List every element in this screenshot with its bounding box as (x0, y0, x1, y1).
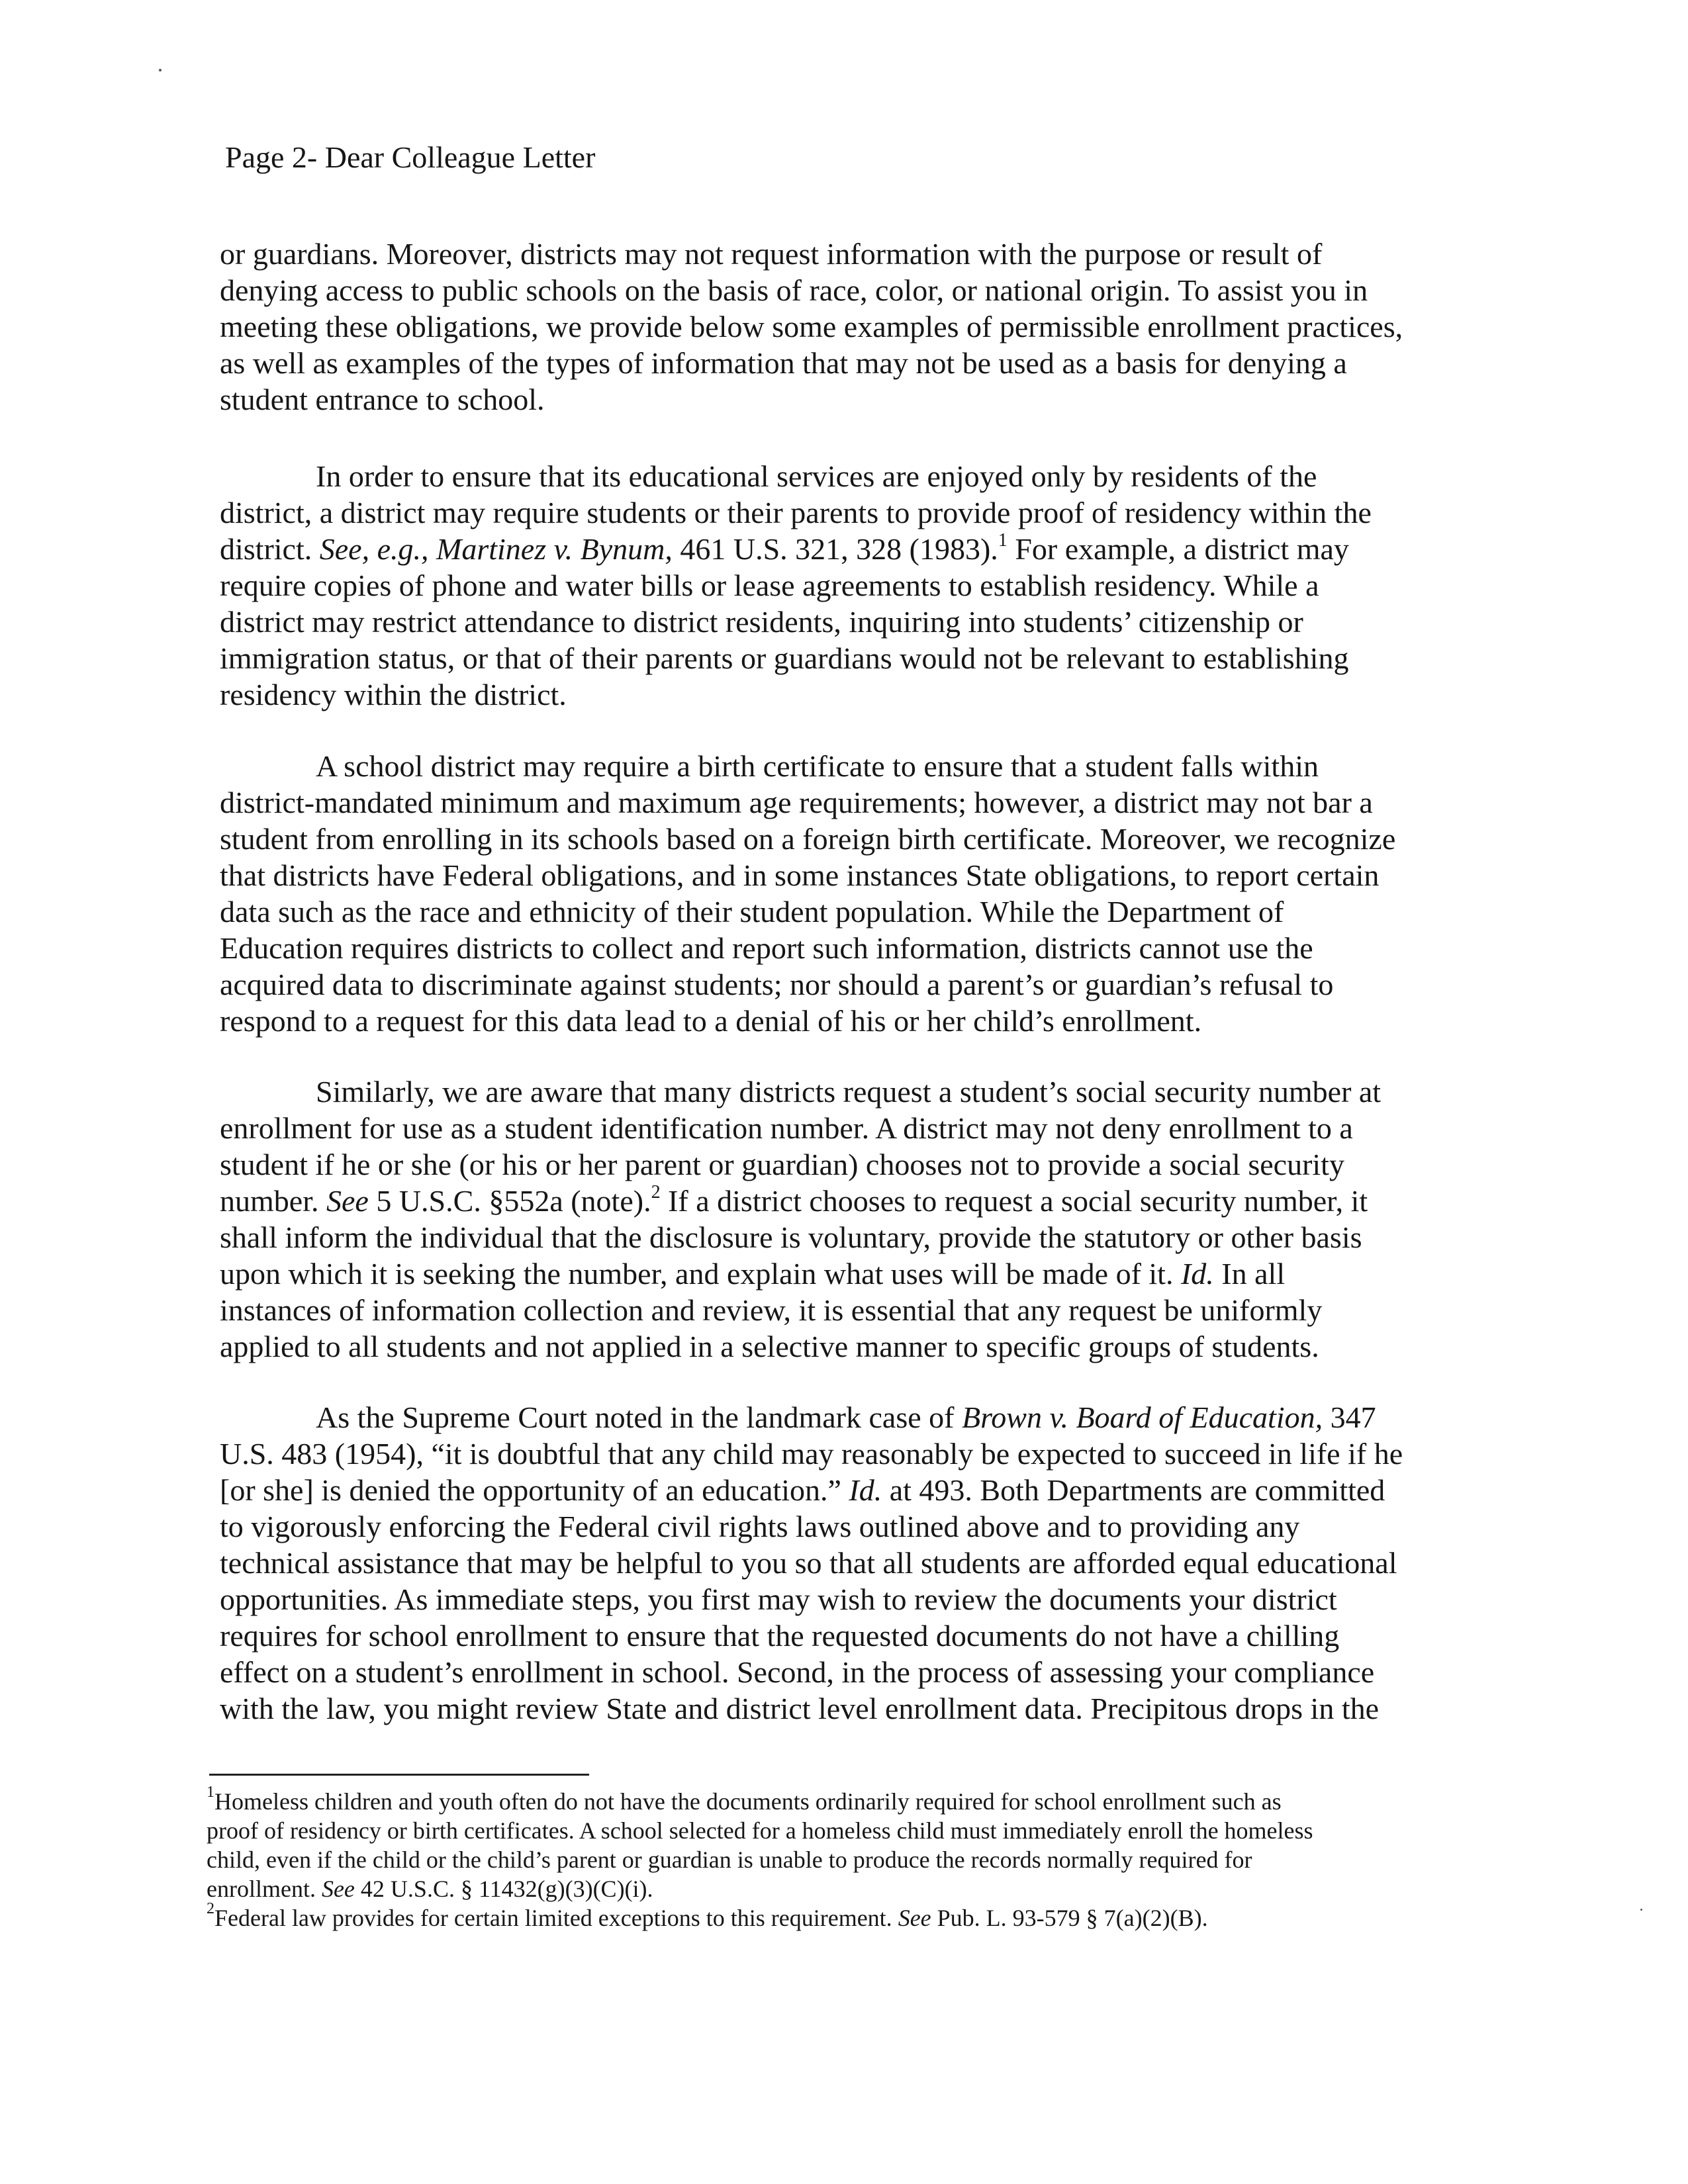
text-run: district. (220, 532, 320, 566)
signal-see: See (321, 1876, 355, 1902)
text-run: As the Supreme Court noted in the landmark case of (316, 1400, 962, 1434)
text-line: meeting these obligations, we provide below some examples of permissible enrollment practices, (220, 310, 1403, 343)
text-run: [or she] is denied the opportunity of an education.” (220, 1473, 849, 1507)
text-line: student entrance to school. (220, 383, 545, 416)
text-line: U.S. 483 (1954), “it is doubtful that any child may reasonably be expected to succeed in life if he (220, 1437, 1403, 1471)
text-line (220, 1472, 1477, 1508)
text-line: shall inform the individual that the disclosure is voluntary, provide the statutory or other basis (220, 1220, 1362, 1254)
text-line: require copies of phone and water bills or lease agreements to establish residency. While a (220, 569, 1319, 602)
text-run: Homeless children and youth often do not have the documents ordinarily required for school enrollment such as (214, 1788, 1282, 1815)
signal-see: See (898, 1905, 931, 1931)
text-line: as well as examples of the types of information that may not be used as a basis for denying a (220, 346, 1347, 380)
text-line: Similarly, we are aware that many districts request a student’s social security number at (316, 1075, 1382, 1109)
text-run: at 493. Both Departments are committed (882, 1473, 1385, 1507)
text-line: respond to a request for this data lead to a denial of his or her child’s enrollment. (220, 1004, 1202, 1038)
text-line: student if he or she (or his or her parent or guardian) chooses not to provide a social security (220, 1148, 1344, 1181)
text-line: child, even if the child or the child’s parent or guardian is unable to produce the records normally required for (207, 1846, 1252, 1873)
footnote-marker: 2 (207, 1900, 214, 1917)
text-run: 347 (1323, 1400, 1376, 1434)
text-line: district, a district may require students or their parents to provide proof of residency within the (220, 496, 1372, 529)
text-run: In all (1213, 1257, 1286, 1291)
text-line (207, 1900, 1497, 1933)
text-line: data such as the race and ethnicity of their student population. While the Department of (220, 895, 1284, 929)
text-line: residency within the district. (220, 678, 567, 711)
text-run: enrollment. (207, 1876, 322, 1902)
text-run: 461 U.S. 321, 328 (1983). (672, 532, 998, 566)
text-line: with the law, you might review State and district level enrollment data. Precipitous drops in the (220, 1692, 1380, 1725)
text-line: A school district may require a birth certificate to ensure that a student falls within (316, 749, 1319, 783)
footnote-divider (209, 1774, 589, 1776)
text-line: Education requires districts to collect and report such information, districts cannot use the (220, 931, 1313, 965)
text-line: district may restrict attendance to district residents, inquiring into students’ citizenship or (220, 605, 1303, 639)
text-run: Pub. L. 93-579 § 7(a)(2)(B). (931, 1905, 1208, 1931)
footnote-marker: 1 (207, 1784, 214, 1801)
paragraph-3 (220, 748, 1477, 1039)
text-line: requires for school enrollment to ensure that the requested documents do not have a chilling (220, 1619, 1340, 1653)
text-line: enrollment for use as a student identification number. A district may not deny enrollment to a (220, 1111, 1353, 1145)
text-line: denying access to public schools on the basis of race, color, or national origin. To assist you in (220, 273, 1368, 307)
footnote-2 (207, 1900, 1497, 1933)
text-line (220, 531, 1477, 567)
text-line (207, 1784, 1497, 1816)
text-run: upon which it is seeking the number, and explain what uses will be made of it. (220, 1257, 1181, 1291)
signal-id: Id. (1180, 1257, 1214, 1291)
text-line: student from enrolling in its schools based on a foreign birth certificate. Moreover, we recognize (220, 822, 1396, 856)
case-citation: See, e.g., Martinez v. Bynum, (319, 532, 673, 566)
text-line: In order to ensure that its educational services are enjoyed only by residents of the (316, 459, 1317, 493)
scan-speck (159, 69, 162, 71)
text-line: that districts have Federal obligations, and in some instances State obligations, to report certain (220, 858, 1380, 892)
text-run: Federal law provides for certain limited exceptions to this requirement. (214, 1905, 898, 1931)
text-line: applied to all students and not applied in a selective manner to specific groups of students. (220, 1330, 1319, 1363)
text-run: 5 U.S.C. §552a (note). (368, 1184, 651, 1218)
text-line: to vigorously enforcing the Federal civil rights laws outlined above and to providing any (220, 1510, 1300, 1543)
text-line: technical assistance that may be helpful to you so that all students are afforded equal educational (220, 1546, 1397, 1580)
paragraph-5 (220, 1399, 1477, 1727)
text-line: proof of residency or birth certificates. A school selected for a homeless child must immediately enroll the homeless (207, 1817, 1313, 1844)
page-header: Page 2- Dear Colleague Letter (225, 140, 596, 174)
text-line: acquired data to discriminate against students; nor should a parent’s or guardian’s refusal to (220, 968, 1334, 1001)
text-run: If a district chooses to request a social security number, it (660, 1184, 1368, 1218)
text-line: opportunities. As immediate steps, you first may wish to review the documents your district (220, 1582, 1337, 1616)
paragraph-2 (220, 458, 1477, 713)
case-citation: Brown v. Board of Education, (961, 1400, 1323, 1434)
text-line: instances of information collection and review, it is essential that any request be uniformly (220, 1293, 1323, 1327)
text-line: district-mandated minimum and maximum age requirements; however, a district may not bar a (220, 786, 1373, 819)
text-line: effect on a student’s enrollment in school. Second, in the process of assessing your compliance (220, 1655, 1375, 1689)
text-run: number. (220, 1184, 326, 1218)
footnote-ref[interactable]: 1 (998, 529, 1008, 551)
text-line (220, 1399, 1477, 1435)
signal-see: See (326, 1184, 369, 1218)
text-run: 42 U.S.C. § 11432(g)(3)(C)(i). (354, 1876, 653, 1902)
text-line (207, 1874, 1497, 1903)
footnotes (207, 1784, 1497, 1933)
footnote-ref[interactable]: 2 (651, 1181, 661, 1203)
text-line: immigration status, or that of their parents or guardians would not be relevant to establishing (220, 641, 1349, 675)
paragraph-1 (220, 236, 1477, 418)
text-run: For example, a district may (1007, 532, 1349, 566)
text-line (220, 1255, 1477, 1292)
scan-speck (1640, 1909, 1642, 1911)
paragraph-4 (220, 1073, 1477, 1365)
signal-id: Id. (849, 1473, 882, 1507)
footnote-1 (207, 1784, 1497, 1903)
text-line: or guardians. Moreover, districts may not request information with the purpose or result of (220, 237, 1323, 271)
text-line (220, 1183, 1477, 1219)
